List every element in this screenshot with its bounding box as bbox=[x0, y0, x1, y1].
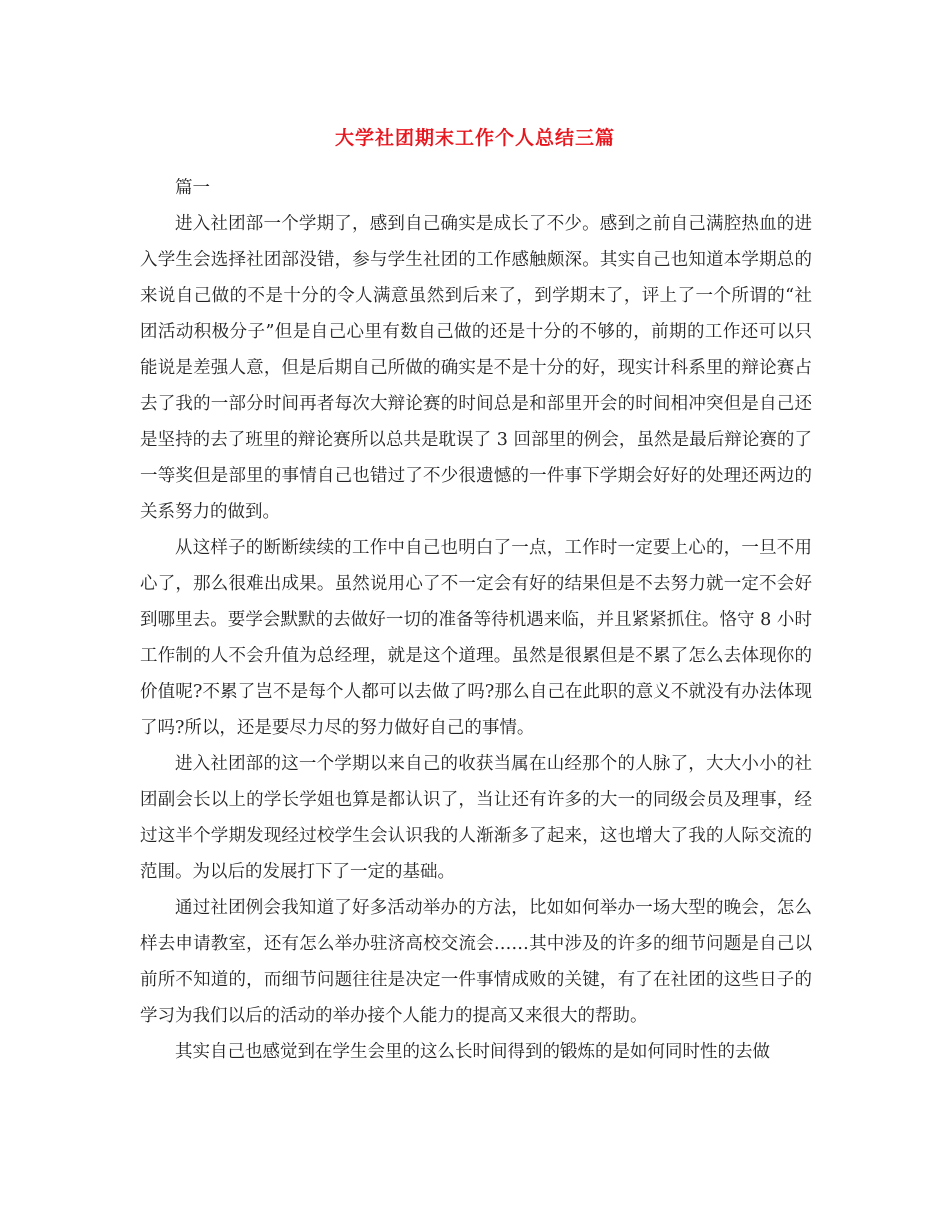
document-body bbox=[140, 170, 812, 1070]
document-title: 大学社团期末工作个人总结三篇 bbox=[334, 127, 615, 149]
paragraph-3: 进入社团部的这一个学期以来自己的收获当属在山经那个的人脉了，大大小小的社团副会长以上的学长学姐也算是都认识了，当让还有许多的大一的同级会员及理事，经过这半个学期发现经过校学生会认识我的人渐渐多了起来，这也增大了我的人际交流的范围。为以后的发展打下了一定的基础。 bbox=[140, 754, 812, 882]
paragraph-5: 其实自己也感觉到在学生会里的这么长时间得到的锻炼的是如何同时性的去做 bbox=[175, 1042, 770, 1062]
paragraph-2: 从这样子的断断续续的工作中自己也明白了一点，工作时一定要上心的，一旦不用心了，那么很难出成果。虽然说用心了不一定会有好的结果但是不去努力就一定不会好到哪里去。要学会默默的去做好一切的准备等待机遇来临，并且紧紧抓住。恪守 8 小时工作制的人不会升值为总经理，就是这个道理。虽然是很累但是不累了怎么去体现你的价值呢?不累了岂不是每个人都可以去做了吗?那么自己在此职的意义不就没有办法体现了吗?所以，还是要尽力尽的努力做好自己的事情。 bbox=[140, 538, 812, 738]
paragraph-4: 通过社团例会我知道了好多活动举办的方法，比如如何举办一场大型的晚会，怎么样去申请教室，还有怎么举办驻济高校交流会……其中涉及的许多的细节问题是自己以前所不知道的，而细节问题往往是决定一件事情成败的关键，有了在社团的这些日子的学习为我们以后的活动的举办接个人能力的提高又来很大的帮助。 bbox=[140, 898, 812, 1026]
section-heading: 篇一 bbox=[175, 178, 210, 198]
paragraph-1: 进入社团部一个学期了，感到自己确实是成长了不少。感到之前自己满腔热血的进入学生会选择社团部没错，参与学生社团的工作感触颇深。其实自己也知道本学期总的来说自己做的不是十分的令人满意虽然到后来了，到学期末了，评上了一个所谓的“社团活动积极分子”但是自己心里有数自己做的还是十分的不够的，前期的工作还可以只能说是差强人意，但是后期自己所做的确实是不是十分的好，现实计科系里的辩论赛占去了我的一部分时间再者每次大辩论赛的时间总是和部里开会的时间相冲突但是自己还是坚持的去了班里的辩论赛所以总共是耽误了 3 回部里的例会，虽然是最后辩论赛的了一等奖但是部里的事情自己也错过了不少很遗憾的一件事下学期会好好的处理还两边的关系努力的做到。 bbox=[140, 214, 812, 522]
